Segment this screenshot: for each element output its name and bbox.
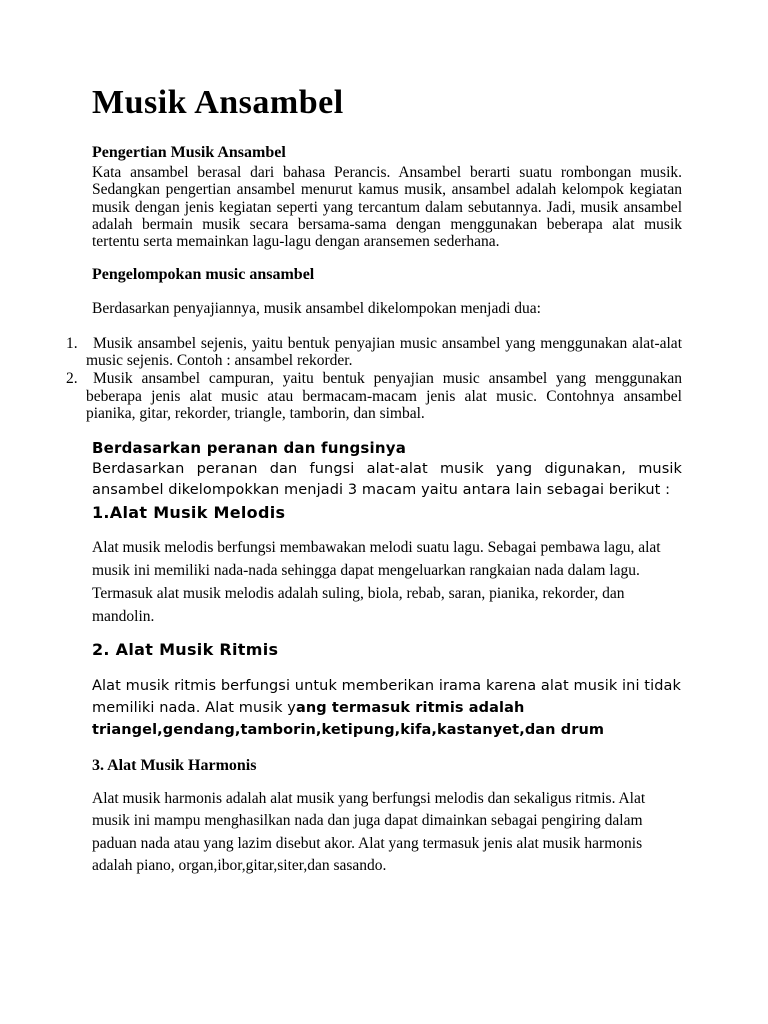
heading-alat-musik-melodis: 1.Alat Musik Melodis [92, 502, 286, 522]
document-title: Musik Ansambel [92, 84, 344, 121]
list-item-marker: 2. [66, 369, 78, 387]
heading-alat-musik-ritmis: 2. Alat Musik Ritmis [92, 639, 279, 659]
paragraph-melodis: Alat musik melodis berfungsi membawakan melodi suatu lagu. Sebagai pembawa lagu, alat musik ini memiliki nada-nada sehingga dapat mengeluarkan rangkaian nada dalam lagu. Termasuk alat musik melodis adalah suling, biola, rebab, saran, pianika, rekorder, dan mandolin. [92, 538, 661, 625]
numbered-list [66, 334, 682, 423]
paragraph-harmonis: Alat musik harmonis adalah alat musik yang berfungsi melodis dan sekaligus ritmis. Alat musik ini mampu menghasilkan nada dan juga dapat dimainkan sebagai pengiring dalam paduan nada atau yang lazim disebut akor. Alat yang termasuk jenis alat musik harmonis adalah piano, organ,ibor,gitar,siter,dan sasando. [92, 789, 646, 875]
paragraph-ritmis [92, 675, 682, 741]
paragraph-ritmis-bold-run: ang termasuk ritmis adalah triangel,gendang,tamborin,ketipung,kifa,kastanyet,dan drum [92, 699, 605, 738]
heading-alat-musik-harmonis: 3. Alat Musik Harmonis [92, 756, 257, 774]
heading-pengelompokan-music-ansambel: Pengelompokan music ansambel [92, 266, 315, 284]
paragraph-ritmis-regular-run: Alat musik ritmis berfungsi untuk memberikan irama karena alat musik ini tidak memiliki nada. Alat musik y [92, 677, 681, 716]
list-item [66, 334, 682, 370]
heading-berdasarkan-peranan-dan-fungsinya: Berdasarkan peranan dan fungsinya [92, 438, 407, 457]
list-item-marker: 1. [66, 334, 78, 352]
paragraph-pengelompokan-intro: Berdasarkan penyajiannya, musik ansambel dikelompokan menjadi dua: [92, 300, 541, 318]
paragraph-pengertian: Kata ansambel berasal dari bahasa Perancis. Ansambel berarti suatu rombongan musik. Sedangkan pengertian ansambel menurut kamus musik, ansambel adalah kelompok kegiatan musik dengan jenis kegiatan seperti yang tercantum dalam sebutannya. Jadi, musik ansambel adalah bermain musik secara bersama-sama dengan menggunakan beberapa alat musik tertentu serta memainkan lagu-lagu dengan aransemen sederhana. [92, 164, 682, 251]
list-item-text: Musik ansambel campuran, yaitu bentuk penyajian music ansambel yang menggunakan beberapa jenis alat music atau bermacam-macam jenis alat music. Contohnya ansambel pianika, gitar, rekorder, triangle, tamborin, dan simbal. [86, 369, 682, 423]
paragraph-peranan-intro: Berdasarkan peranan dan fungsi alat-alat musik yang digunakan, musik ansambel dikelompokkan menjadi 3 macam yaitu antara lain sebagai berikut : [92, 460, 682, 499]
list-item [66, 369, 682, 423]
list-item-text: Musik ansambel sejenis, yaitu bentuk penyajian music ansambel yang menggunakan alat-alat music sejenis. Contoh : ansambel rekorder. [86, 334, 682, 370]
heading-pengertian-musik-ansambel: Pengertian Musik Ansambel [92, 144, 286, 161]
